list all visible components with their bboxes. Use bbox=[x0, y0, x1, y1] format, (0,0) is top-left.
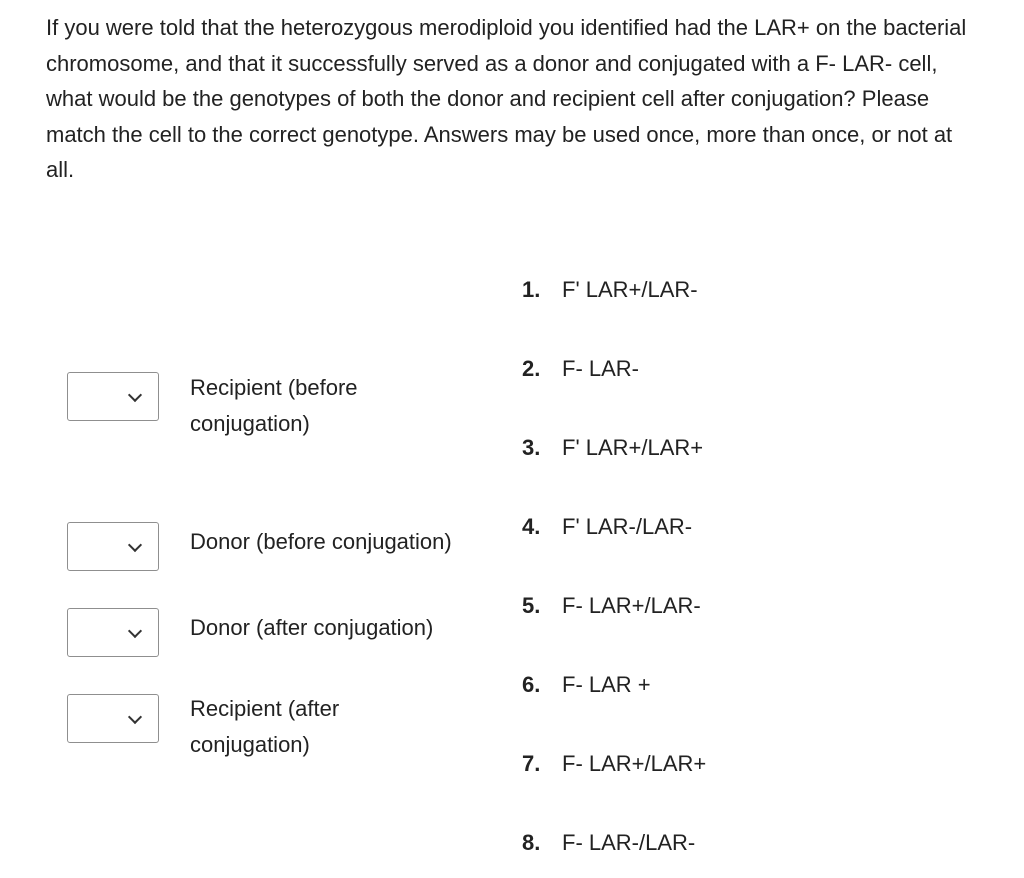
answer-number: 6. bbox=[522, 672, 541, 697]
answer-number: 7. bbox=[522, 751, 541, 776]
recipient-after-label: Recipient (after conjugation) bbox=[190, 696, 340, 757]
answer-number: 1. bbox=[522, 277, 541, 302]
chevron-down-icon bbox=[128, 537, 142, 551]
answer-number: 4. bbox=[522, 514, 541, 539]
answer-number: 2. bbox=[522, 356, 541, 381]
answer-text: F- LAR+/LAR- bbox=[562, 593, 701, 618]
answer-item bbox=[522, 588, 701, 624]
answer-item bbox=[522, 825, 695, 861]
recipient-before-label: Recipient (before conjugation) bbox=[190, 375, 358, 436]
answer-item bbox=[522, 509, 692, 545]
answer-number: 8. bbox=[522, 830, 541, 855]
answer-text: F- LAR+/LAR+ bbox=[562, 751, 707, 776]
answer-text: F- LAR- bbox=[562, 356, 639, 381]
donor-before-select[interactable] bbox=[67, 522, 159, 571]
recipient-after-select[interactable] bbox=[67, 694, 159, 743]
answer-number: 5. bbox=[522, 593, 541, 618]
recipient-before-select[interactable] bbox=[67, 372, 159, 421]
answer-text: F- LAR-/LAR- bbox=[562, 830, 696, 855]
answer-number: 3. bbox=[522, 435, 541, 460]
chevron-down-icon bbox=[128, 623, 142, 637]
chevron-down-icon bbox=[128, 709, 142, 723]
answer-item bbox=[522, 667, 651, 703]
donor-before-label: Donor (before conjugation) bbox=[190, 529, 452, 554]
donor-after-select[interactable] bbox=[67, 608, 159, 657]
answer-item bbox=[522, 351, 639, 387]
answer-text: F' LAR-/LAR- bbox=[562, 514, 693, 539]
question-text: If you were told that the heterozygous merodiploid you identified had the LAR+ on the bacterial chromosome, and that it successfully served as a donor and conjugated with a F- LAR- cell, what would be the genotypes of both the donor and recipient cell after conjugation? Please match the cell to the correct genotype. Answers may be used once, more than once, or not at all. bbox=[46, 15, 967, 182]
answer-text: F' LAR+/LAR+ bbox=[562, 435, 704, 460]
chevron-down-icon bbox=[128, 387, 142, 401]
answer-text: F- LAR + bbox=[562, 672, 651, 697]
answer-item bbox=[522, 430, 703, 466]
answer-item bbox=[522, 272, 698, 308]
donor-after-label: Donor (after conjugation) bbox=[190, 615, 434, 640]
answer-item bbox=[522, 746, 706, 782]
answer-text: F' LAR+/LAR- bbox=[562, 277, 698, 302]
